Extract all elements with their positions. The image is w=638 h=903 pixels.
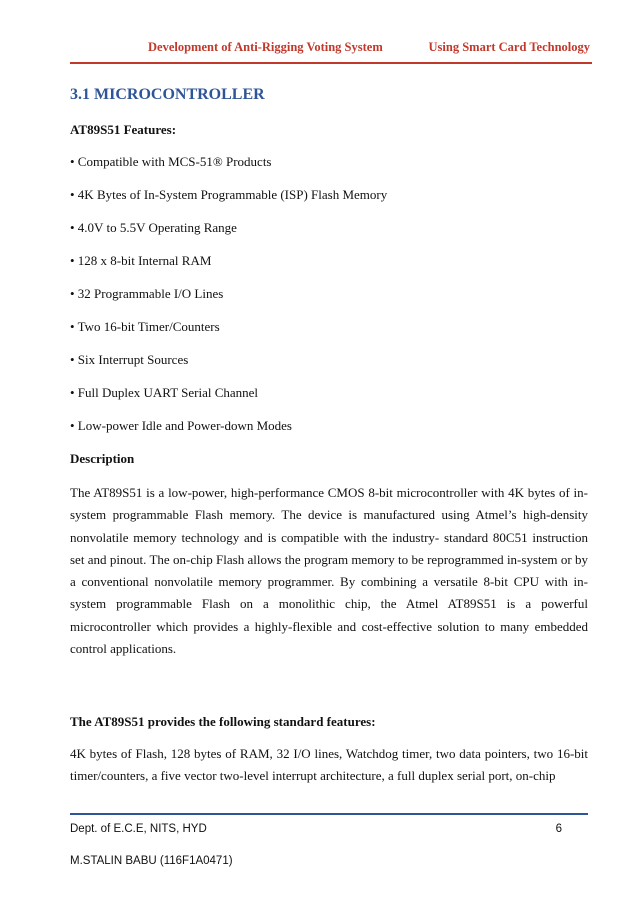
description-paragraph: The AT89S51 is a low-power, high-performance CMOS 8-bit microcontroller with 4K bytes of in-system programmable Flash memory. The device is manufactured using Atmel’s high-density nonvolatile memory technology and is compatible with the industry- standard 80C51 instruction set and pinout. The on-chip Flash allows the program memory to be reprogrammed in-system or by a conventional nonvolatile memory programmer. By combining a versatile 8-bit CPU with in-system programmable Flash on a monolithic chip, the Atmel AT89S51 is a powerful microcontroller which provides a highly-flexible and cost-effective solution to many embedded control applications.: [70, 485, 588, 657]
feature-item: • Compatible with MCS-51® Products: [70, 154, 272, 169]
feature-item: • 32 Programmable I/O Lines: [70, 286, 224, 301]
section-heading: 3.1 MICROCONTROLLER: [70, 86, 265, 103]
description-heading: Description: [70, 451, 135, 466]
feature-item: • Six Interrupt Sources: [70, 352, 189, 367]
feature-item: • Two 16-bit Timer/Counters: [70, 319, 220, 334]
feature-item: • 4K Bytes of In-System Programmable (ISP) Flash Memory: [70, 187, 388, 202]
features-heading: AT89S51 Features:: [70, 122, 177, 137]
page-footer: [70, 813, 588, 867]
page-header: [70, 30, 592, 64]
footer-author: M.STALIN BABU (116F1A0471): [70, 855, 233, 867]
standard-features-heading: The AT89S51 provides the following standard features:: [70, 714, 376, 729]
feature-item: • Low-power Idle and Power-down Modes: [70, 418, 292, 433]
footer-dept: Dept. of E.C.E, NITS, HYD: [70, 823, 207, 835]
header-title-right: Using Smart Card Technology: [428, 40, 590, 54]
feature-item: • 128 x 8-bit Internal RAM: [70, 253, 212, 268]
page-number: 6: [555, 823, 562, 835]
header-title-left: Development of Anti-Rigging Voting System: [148, 40, 383, 54]
feature-item: • Full Duplex UART Serial Channel: [70, 385, 259, 400]
feature-item: • 4.0V to 5.5V Operating Range: [70, 220, 237, 235]
standard-features-paragraph: 4K bytes of Flash, 128 bytes of RAM, 32 I/O lines, Watchdog timer, two data pointers, two 16-bit timer/counters, a five vector two-level interrupt architecture, a full duplex serial port, on-chip: [70, 746, 588, 784]
